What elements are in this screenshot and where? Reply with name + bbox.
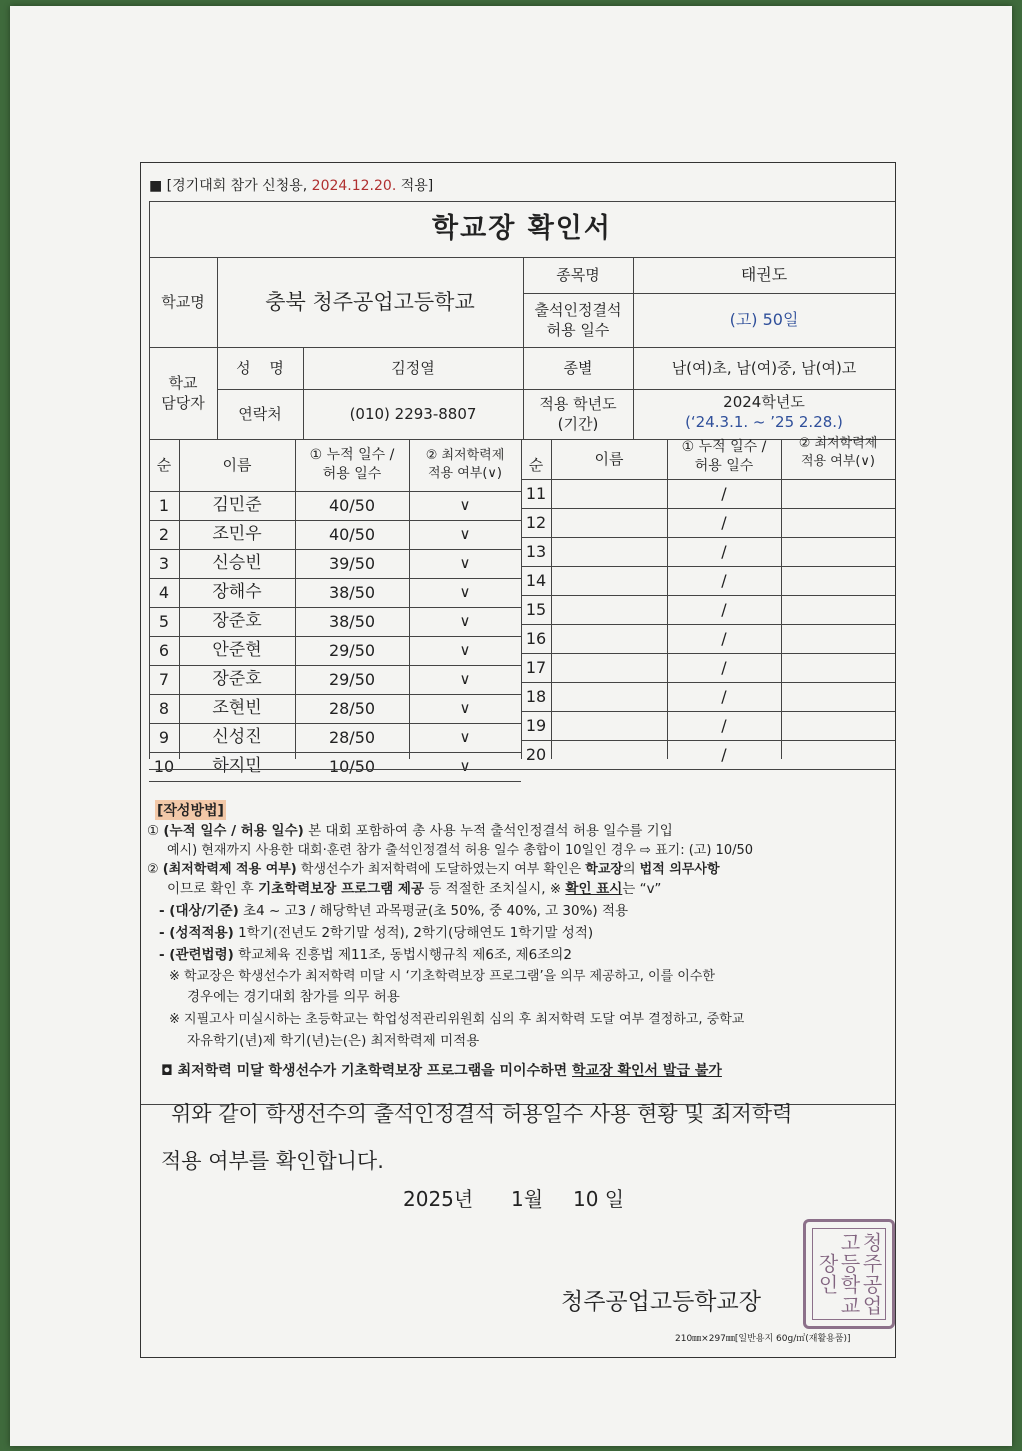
- confirm-year: 2025년: [403, 1187, 474, 1211]
- form-header: [149, 175, 433, 195]
- year-value: 2024학년도 (‘24.3.1. ~ ’25 2.28.): [685, 392, 843, 431]
- sport-label: 종목명: [556, 265, 600, 284]
- row-number: 3: [158, 553, 170, 573]
- student-min-check: ∨: [459, 525, 471, 544]
- student-days: /: [721, 657, 727, 677]
- remark-1: ※ 학교장은 학생선수가 최저학력 미달 시 ‘기초학력보장 프로그램’을 의무 제공하고, 이를 이수한: [169, 969, 715, 984]
- student-name: 안준현: [212, 640, 262, 661]
- row-number: 9: [158, 727, 170, 747]
- student-days: /: [721, 541, 727, 561]
- student-days: /: [721, 599, 727, 619]
- official-seal: [803, 1219, 895, 1329]
- student-days: 29/50: [328, 669, 376, 689]
- signer-name: 청주공업고등학교장: [561, 1289, 761, 1315]
- header-date: 2024.12.20.: [311, 178, 397, 194]
- school-name: 충북 청주공업고등학교: [265, 289, 475, 314]
- remark-1-line2: 경우에는 경기대회 참가를 의무 허용: [187, 989, 400, 1005]
- row-number: 18: [525, 686, 547, 706]
- paper-spec: 210㎜×297㎜[일반용지 60g/㎡(재활용품)]: [675, 1334, 851, 1344]
- confirm-day: 10 일: [573, 1187, 625, 1211]
- name-label: 성 명: [236, 358, 284, 377]
- student-days: 40/50: [328, 524, 376, 544]
- row-number: 17: [525, 657, 547, 677]
- row-number: 5: [158, 611, 170, 631]
- student-name: 신승빈: [212, 553, 262, 574]
- student-name: 하지민: [212, 756, 262, 777]
- note-2: ② (최저학력제 적용 여부) 학생선수가 최저학력에 도달하였는지 여부 확인은 학교장의 법적 의무사항: [147, 862, 720, 877]
- note-1: ① (누적 일수 / 허용 일수) 본 대회 포함하여 총 사용 누적 출석인정결석 허용 일수를 기입: [147, 823, 673, 839]
- student-days: /: [721, 512, 727, 532]
- form-title: 학교장 확인서: [432, 212, 612, 244]
- student-days: 29/50: [328, 640, 376, 660]
- student-days: 40/50: [328, 495, 376, 515]
- student-name: 조현빈: [212, 698, 262, 719]
- student-days: 39/50: [328, 553, 376, 573]
- col-min-header: ② 최저학력제 적용 여부(∨): [425, 448, 505, 481]
- remark-2-line2: 자유학기(년)제 학기(년)는(은) 최저학력제 미적용: [187, 1033, 480, 1049]
- note-1-example: 예시) 현재까지 사용한 대회·훈련 참가 출석인정결석 허용 일수 총합이 10일인 경우 ⇨ 표기: (고) 10/50: [167, 843, 754, 858]
- sport-value: 태권도: [740, 265, 788, 285]
- row-number: 12: [525, 512, 547, 532]
- confirmation-form: [140, 162, 896, 1358]
- row-number: 10: [153, 756, 175, 776]
- student-days: 10/50: [328, 756, 376, 776]
- student-name: 장준호: [212, 669, 262, 690]
- student-days: /: [721, 628, 727, 648]
- row-number: 2: [158, 524, 170, 544]
- row-divider: [149, 781, 521, 782]
- student-name: 김민준: [212, 495, 262, 516]
- manager-name: 김정열: [391, 358, 435, 377]
- detail-grades: - (성적적용) 1학기(전년도 2학기말 성적), 2학기(당해연도 1학기말 성적): [159, 925, 594, 941]
- student-min-check: ∨: [459, 641, 471, 660]
- student-min-check: ∨: [459, 757, 471, 776]
- student-name: 신성진: [212, 727, 262, 748]
- manager-contact: (010) 2293-8807: [349, 404, 477, 423]
- row-number: 16: [525, 628, 547, 648]
- confirm-line-2: 적용 여부를 확인합니다.: [161, 1149, 384, 1173]
- student-min-check: ∨: [459, 496, 471, 515]
- student-days: /: [721, 483, 727, 503]
- col-name-header-right: 이름: [594, 449, 624, 468]
- col-days-header-right: ① 누적 일수 / 허용 일수: [681, 439, 767, 474]
- col-name-header: 이름: [222, 455, 252, 474]
- student-min-check: ∨: [459, 699, 471, 718]
- student-min-check: ∨: [459, 583, 471, 602]
- col-days-header: ① 누적 일수 / 허용 일수: [309, 447, 395, 482]
- manager-label: 학교 담당자: [161, 373, 205, 412]
- contact-label: 연락처: [238, 404, 282, 423]
- row-number: 7: [158, 669, 170, 689]
- official-seal-text: 청주공업고등학교장인: [812, 1228, 886, 1320]
- row-number: 20: [525, 744, 547, 764]
- student-min-check: ∨: [459, 670, 471, 689]
- remark-2: ※ 지필고사 미실시하는 초등학교는 학업성적관리위원회 심의 후 최저학력 도달 여부 결정하고, 중학교: [169, 1012, 745, 1027]
- student-days: /: [721, 570, 727, 590]
- student-name: 장준호: [212, 611, 262, 632]
- detail-target: - (대상/기준) 초4 ~ 고3 / 해당학년 과목평균(초 50%, 중 40%, 고 30%) 적용: [159, 903, 629, 919]
- header-suffix: 적용]: [396, 178, 434, 194]
- student-name: 조민우: [212, 524, 262, 545]
- allowed-days-label: 출석인정결석 허용 일수: [534, 300, 622, 339]
- row-number: 1: [158, 495, 170, 515]
- row-number: 15: [525, 599, 547, 619]
- student-days: /: [721, 715, 727, 735]
- student-name: 장해수: [212, 582, 262, 603]
- student-min-check: ∨: [459, 612, 471, 631]
- notes-title: [작성방법]: [155, 800, 226, 820]
- allowed-days-value: (고) 50일: [729, 310, 799, 330]
- row-number: 13: [525, 541, 547, 561]
- confirm-month: 1월: [511, 1187, 544, 1211]
- student-days: /: [721, 744, 727, 764]
- student-days: /: [721, 686, 727, 706]
- student-min-check: ∨: [459, 728, 471, 747]
- student-days: 28/50: [328, 698, 376, 718]
- student-days: 38/50: [328, 582, 376, 602]
- col-no-header: 순: [156, 455, 172, 474]
- kind-label: 종별: [563, 358, 593, 377]
- year-label: 적용 학년도 (기간): [539, 394, 617, 433]
- row-number: 8: [158, 698, 170, 718]
- row-number: 6: [158, 640, 170, 660]
- final-notice: ◘ 최저학력 미달 학생선수가 기초학력보장 프로그램을 미이수하면 학교장 확인서 발급 불가: [161, 1063, 722, 1079]
- row-number: 11: [525, 483, 547, 503]
- row-number: 19: [525, 715, 547, 735]
- student-days: 38/50: [328, 611, 376, 631]
- kind-value: 남(여)초, 남(여)중, 남(여)고: [671, 358, 857, 377]
- confirm-line-1: 위와 같이 학생선수의 출석인정결석 허용일수 사용 현황 및 최저학력: [171, 1102, 793, 1126]
- col-min-header-right: ② 최저학력제 적용 여부(∨): [798, 436, 878, 469]
- student-min-check: ∨: [459, 554, 471, 573]
- note-2-line2: 이므로 확인 후 기초학력보장 프로그램 제공 등 적절한 조치실시, ※ 확인 표시는 “v”: [167, 881, 662, 897]
- row-number: 4: [158, 582, 170, 602]
- row-number: 14: [525, 570, 547, 590]
- school-label: 학교명: [161, 292, 205, 311]
- header-prefix: ■ [경기대회 참가 신청용,: [149, 178, 312, 194]
- student-days: 28/50: [328, 727, 376, 747]
- col-no-header-right: 순: [528, 455, 544, 474]
- detail-law: - (관련법령) 학교체육 진흥법 제11조, 동법시행규칙 제6조, 제6조의2: [159, 947, 572, 963]
